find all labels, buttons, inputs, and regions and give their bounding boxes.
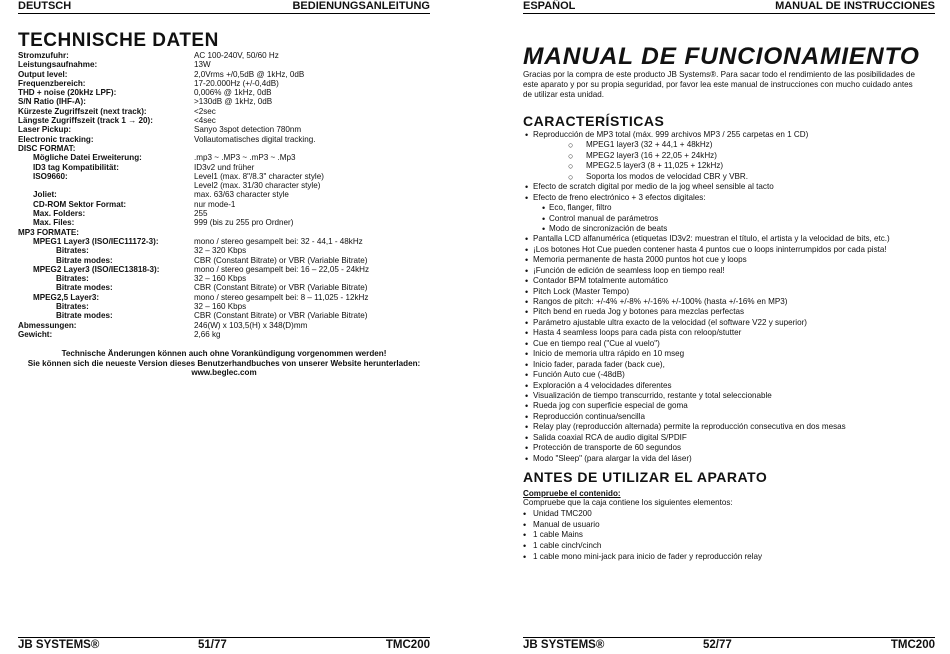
feature-item <box>523 193 943 203</box>
footer-model: TMC200 <box>890 639 935 651</box>
spec-value: 0,006% @ 1kHz, 0dB <box>194 88 272 98</box>
spec-row <box>18 60 430 69</box>
spec-label: Mögliche Datei Erweiterung: <box>33 153 142 163</box>
feature-item <box>523 203 943 213</box>
page-number: 52/77 <box>703 639 732 651</box>
feature-text: MPEG2.5 layer3 (8 + 11,025 + 12kHz) <box>586 161 724 171</box>
bullet-icon: • <box>525 359 529 370</box>
spec-value: Vollautomatisches digital tracking. <box>194 134 316 144</box>
feature-item <box>523 130 943 140</box>
feature-item <box>523 255 943 265</box>
bullet-icon: • <box>525 130 529 140</box>
spec-row <box>18 228 430 237</box>
feature-text: Parámetro ajustable ultra exacto de la velocidad (el software V22 y superior) <box>533 317 807 327</box>
left-footer <box>18 637 430 652</box>
spec-value: Level1 (max. 8"/8.3" character style) <box>194 171 324 181</box>
spec-table <box>18 51 430 339</box>
spec-value: 17-20.000Hz (+/-0,4dB) <box>194 78 279 88</box>
feature-item <box>523 412 943 422</box>
spec-row <box>18 153 430 162</box>
spec-value: 2,0Vrms +/0,5dB @ 1kHz, 0dB <box>194 69 305 79</box>
feature-item <box>523 454 943 464</box>
feature-item <box>523 318 943 328</box>
spec-value: mono / stereo gesampelt bei: 16 – 22,05 - 24kHz <box>194 264 370 274</box>
feature-text: Soporta los modos de velocidad CBR y VBR. <box>586 171 748 181</box>
spec-value: AC 100-240V, 50/60 Hz <box>194 51 279 60</box>
feature-text: Modo "Sleep" (para alargar la vida del láser) <box>533 453 692 463</box>
footer-model: TMC200 <box>385 639 430 651</box>
spec-row <box>18 311 430 320</box>
left-header <box>18 0 430 14</box>
feature-item <box>523 245 943 255</box>
bullet-icon: • <box>525 286 529 297</box>
bullet-icon: • <box>525 234 529 245</box>
spec-label: Leistungsaufnahme: <box>18 60 98 70</box>
feature-item <box>523 172 943 182</box>
spec-row <box>18 70 430 79</box>
spec-label: Bitrate modes: <box>56 311 113 321</box>
feature-item <box>523 151 943 161</box>
feature-text: Pitch bend en rueda Jog y botones para mezclas perfectas <box>533 307 745 317</box>
spec-row <box>18 237 430 246</box>
bullet-icon: • <box>525 255 529 266</box>
package-item <box>523 551 762 563</box>
spec-label: ISO9660: <box>33 171 68 181</box>
bullet-icon: • <box>525 338 529 349</box>
spec-label: Bitrates: <box>56 274 89 284</box>
check-contents-heading: Compruebe el contenido: <box>523 489 621 498</box>
spec-label: Abmessungen: <box>18 320 77 330</box>
bullet-icon: • <box>525 307 529 318</box>
spec-row <box>18 97 430 106</box>
circle-bullet-icon: ○ <box>568 161 574 172</box>
spec-label: S/N Ratio (IHF-A): <box>18 97 86 107</box>
right-footer <box>523 637 935 652</box>
feature-item <box>523 381 943 391</box>
feature-text: Reproducción de MP3 total (máx. 999 archivos MP3 / 255 carpetas en 1 CD) <box>533 130 809 139</box>
spec-value: nur mode-1 <box>194 199 236 209</box>
spec-label: MPEG2,5 Layer3: <box>33 292 100 302</box>
spec-label: MPEG2 Layer3 (ISO/IEC13818-3): <box>33 264 160 274</box>
feature-text: Función Auto cue (-48dB) <box>533 370 625 380</box>
intro-line: Gracias por la compra de este producto JB Systems®. Para sacar todo el rendimiento de las posibilidades de <box>523 70 915 79</box>
bullet-icon: • <box>525 432 529 443</box>
spec-label: Stromzufuhr: <box>18 51 69 60</box>
feature-item <box>523 339 943 349</box>
spec-value: ID3v2 und früher <box>194 162 255 172</box>
feature-text: Salida coaxial RCA de audio digital S/PDIF <box>533 432 687 442</box>
feature-item <box>523 349 943 359</box>
package-item-text: 1 cable Mains <box>533 530 583 540</box>
spec-label: MP3 FORMATE: <box>18 227 79 237</box>
spec-row <box>18 209 430 218</box>
feature-item <box>523 224 943 234</box>
spec-value: .mp3 ~ .MP3 ~ .mP3 ~ .Mp3 <box>194 153 296 163</box>
package-item <box>523 509 733 520</box>
spec-row <box>18 218 430 227</box>
bullet-icon: • <box>542 203 546 214</box>
package-item <box>523 530 733 541</box>
feature-item <box>523 214 943 224</box>
circle-bullet-icon: ○ <box>568 140 574 151</box>
bullet-icon: • <box>525 401 529 412</box>
spec-row <box>18 172 430 181</box>
feature-text: ¡Los botones Hot Cue pueden contener hasta 4 puntos cue o loops ininterrumpidos por cada pista! <box>533 244 887 254</box>
bullet-icon: • <box>525 443 529 454</box>
spec-label: Längste Zugriffszeit (track 1 → 20): <box>18 116 153 126</box>
bullet-icon: • <box>525 349 529 360</box>
feature-item <box>523 433 943 443</box>
feature-text: Relay play (reproducción alternada) permite la reproducción consecutiva en dos mesas <box>533 422 846 432</box>
feature-text: Visualización de tiempo transcurrido, restante y total seleccionable <box>533 390 772 400</box>
bullet-icon: • <box>525 182 529 193</box>
spec-value: >130dB @ 1kHz, 0dB <box>194 97 273 107</box>
feature-text: Contador BPM totalmente automático <box>533 276 668 286</box>
feature-text: Pitch Lock (Master Tempo) <box>533 286 630 296</box>
spec-value: 32 – 160 Kbps <box>194 274 247 284</box>
spec-label: Bitrates: <box>56 302 89 312</box>
bullet-icon: • <box>525 453 529 464</box>
feature-text: Rangos de pitch: +/-4% +/-8% +/-16% +/-100% (hasta +/-16% en MP3) <box>533 297 788 306</box>
spec-label: DISC FORMAT: <box>18 143 76 153</box>
before-use-heading: ANTES DE UTILIZAR EL APARATO <box>523 469 768 485</box>
update-note <box>18 349 430 378</box>
header-manual-title: MANUAL DE INSTRUCCIONES <box>775 0 935 12</box>
header-language: DEUTSCH <box>18 0 72 12</box>
spec-row <box>18 125 430 134</box>
features-heading: CARACTERÍSTICAS <box>523 113 665 129</box>
spec-row <box>18 274 430 283</box>
spec-row <box>18 88 430 97</box>
bullet-icon: • <box>523 508 527 519</box>
spec-row <box>18 321 430 330</box>
spec-row <box>18 330 430 339</box>
features-list <box>523 130 943 464</box>
spec-row <box>18 163 430 172</box>
feature-text: Memoria permanente de hasta 2000 puntos hot cue y loops <box>533 255 747 265</box>
feature-item <box>523 287 943 297</box>
feature-item <box>523 422 943 432</box>
circle-bullet-icon: ○ <box>568 171 574 182</box>
spec-row <box>18 51 430 60</box>
spec-value: 999 (bis zu 255 pro Ordner) <box>194 218 294 228</box>
spec-value: 32 – 160 Kbps <box>194 302 247 312</box>
bullet-icon: • <box>525 244 529 255</box>
spec-row <box>18 144 430 153</box>
package-item <box>523 541 733 552</box>
feature-item <box>523 307 943 317</box>
intro-line: de utilizar esta unidad. <box>523 89 604 99</box>
spec-label: MPEG1 Layer3 (ISO/IEC11172-3): <box>33 236 159 246</box>
spec-value: 32 – 320 Kbps <box>194 246 247 256</box>
feature-item <box>523 443 943 453</box>
package-contents <box>523 498 762 563</box>
spec-label: Bitrates: <box>56 246 89 256</box>
spec-row <box>18 200 430 209</box>
spec-label: Bitrate modes: <box>56 283 113 293</box>
feature-item <box>523 328 943 338</box>
feature-text: Cue en tiempo real ("Cue al vuelo") <box>533 338 660 348</box>
bullet-icon: • <box>525 317 529 328</box>
feature-text: MPEG2 layer3 (16 + 22,05 + 24kHz) <box>586 150 717 160</box>
right-header <box>523 0 935 14</box>
spec-row <box>18 116 430 125</box>
spec-label: Electronic tracking: <box>18 134 94 144</box>
bullet-icon: • <box>523 541 527 552</box>
left-page <box>18 0 430 654</box>
footer-brand: JB SYSTEMS® <box>523 639 605 651</box>
spec-row <box>18 135 430 144</box>
spec-row <box>18 246 430 255</box>
bullet-icon: • <box>525 422 529 433</box>
spec-label: THD + noise (20kHz LPF): <box>18 88 117 98</box>
spec-value: max. 63/63 character style <box>194 190 289 200</box>
feature-item <box>523 370 943 380</box>
page-title: TECHNISCHE DATEN <box>18 30 219 51</box>
circle-bullet-icon: ○ <box>568 150 574 161</box>
spec-row <box>18 181 430 190</box>
footer-brand: JB SYSTEMS® <box>18 639 100 651</box>
feature-text: ¡Función de edición de seamless loop en tiempo real! <box>533 265 725 275</box>
right-page <box>523 0 935 654</box>
spec-label: Joliet: <box>33 190 57 200</box>
page-title: MANUAL DE FUNCIONAMIENTO <box>523 43 920 70</box>
bullet-icon: • <box>525 328 529 339</box>
spec-value: Sanyo 3spot detection 780nm <box>194 125 302 135</box>
spec-label: Laser Pickup: <box>18 125 72 135</box>
bullet-icon: • <box>525 370 529 381</box>
check-intro <box>523 498 733 509</box>
intro-line: este aparato y por su propia seguridad, por favor lea este manual de instrucciones con mucho cuidado antes <box>523 79 913 89</box>
package-item-text: 1 cable mono mini-jack para inicio de fader y reproducción relay <box>533 551 762 561</box>
bullet-icon: • <box>542 223 546 234</box>
spec-label: Max. Files: <box>33 218 75 228</box>
feature-text: Efecto de freno electrónico + 3 efectos digitales: <box>533 192 706 202</box>
feature-text: Inicio de memoria ultra rápido en 10 mseg <box>533 349 685 359</box>
website-text: www.beglec.com <box>191 368 257 377</box>
feature-text: Protección de transporte de 60 segundos <box>533 443 682 453</box>
spec-value: <2sec <box>194 106 216 116</box>
note-line: Technische Änderungen können auch ohne Vorankündigung vorgenommen werden! <box>61 349 387 358</box>
feature-text: Reproducción continua/sencilla <box>533 411 646 421</box>
feature-text: Efecto de scratch digital por medio de la jog wheel sensible al tacto <box>533 182 774 192</box>
spec-label: CD-ROM Sektor Format: <box>33 199 127 209</box>
feature-item <box>523 182 943 192</box>
spec-row <box>18 190 430 199</box>
spec-row <box>18 107 430 116</box>
feature-text: Pantalla LCD alfanumérica (etiquetas ID3v2: muestran el título, el artista y la velocidad de bits, etc.) <box>533 234 890 244</box>
package-item <box>523 520 733 531</box>
spec-label: Kürzeste Zugriffszeit (next track): <box>18 106 147 116</box>
bullet-icon: • <box>523 551 527 562</box>
feature-text: Inicio fader, parada fader (back cue), <box>533 359 665 369</box>
package-item-text: Manual de usuario <box>533 519 600 529</box>
spec-label: Bitrate modes: <box>56 255 113 265</box>
feature-item <box>523 297 943 307</box>
bullet-icon: • <box>525 411 529 422</box>
feature-item <box>523 161 943 171</box>
spec-label: Gewicht: <box>18 329 53 339</box>
feature-text: Modo de sincronización de beats <box>549 223 668 233</box>
spec-value: 2,66 kg <box>194 329 221 339</box>
intro-paragraph <box>523 70 935 99</box>
bullet-icon: • <box>525 276 529 287</box>
spec-row <box>18 265 430 274</box>
feature-item <box>523 266 943 276</box>
spec-row <box>18 302 430 311</box>
spec-label: Output level: <box>18 69 68 79</box>
spec-value: CBR (Constant Bitrate) or VBR (Variable Bitrate) <box>194 255 368 265</box>
feature-item <box>523 276 943 286</box>
spec-value: mono / stereo gesampelt bei: 32 - 44,1 - 48kHz <box>194 236 363 246</box>
feature-item <box>523 401 943 411</box>
check-intro-text: Compruebe que la caja contiene los siguientes elementos: <box>523 498 733 507</box>
spec-label: ID3 tag Kompatibilität: <box>33 162 119 172</box>
spec-value: 255 <box>194 209 208 219</box>
header-manual-title: BEDIENUNGSANLEITUNG <box>292 0 430 12</box>
feature-text: Eco, flanger, filtro <box>549 203 612 213</box>
spec-row <box>18 283 430 292</box>
spec-row <box>18 256 430 265</box>
spec-label: Max. Folders: <box>33 209 86 219</box>
bullet-icon: • <box>523 519 527 530</box>
spec-value: 246(W) x 103,5(H) x 348(D)mm <box>194 320 308 330</box>
feature-item <box>523 360 943 370</box>
spec-value: 13W <box>194 60 211 70</box>
feature-text: Rueda jog con superficie especial de goma <box>533 401 688 411</box>
page-number: 51/77 <box>198 639 227 651</box>
feature-text: Control manual de parámetros <box>549 213 659 223</box>
package-item-text: Unidad TMC200 <box>533 508 592 518</box>
spec-value: CBR (Constant Bitrate) or VBR (Variable Bitrate) <box>194 283 368 293</box>
header-language: ESPAÑOL <box>523 0 576 12</box>
package-item-text: 1 cable cinch/cinch <box>533 541 602 551</box>
bullet-icon: • <box>525 380 529 391</box>
feature-text: Exploración a 4 velocidades diferentes <box>533 380 672 390</box>
bullet-icon: • <box>525 297 529 307</box>
spec-value: mono / stereo gesampelt bei: 8 – 11,025 - 12kHz <box>194 292 369 302</box>
bullet-icon: • <box>525 265 529 276</box>
spec-row <box>18 293 430 302</box>
spec-value: Level2 (max. 31/30 character style) <box>194 181 321 191</box>
spec-value: CBR (Constant Bitrate) or VBR (Variable Bitrate) <box>194 311 368 321</box>
spec-value: <4sec <box>194 116 216 126</box>
note-line: Sie können sich die neueste Version dieses Benutzerhandbuches von unserer Website herunterladen: <box>27 358 421 368</box>
feature-item <box>523 391 943 401</box>
spec-row <box>18 79 430 88</box>
spec-label: Frequenzbereich: <box>18 78 86 88</box>
bullet-icon: • <box>525 390 529 401</box>
bullet-icon: • <box>525 192 529 203</box>
feature-item <box>523 140 943 150</box>
feature-text: MPEG1 layer3 (32 + 44,1 + 48kHz) <box>586 140 713 150</box>
feature-text: Hasta 4 seamless loops para cada pista con reloop/stutter <box>533 328 742 338</box>
bullet-icon: • <box>542 213 546 224</box>
bullet-icon: • <box>523 530 527 541</box>
feature-item <box>523 234 943 244</box>
